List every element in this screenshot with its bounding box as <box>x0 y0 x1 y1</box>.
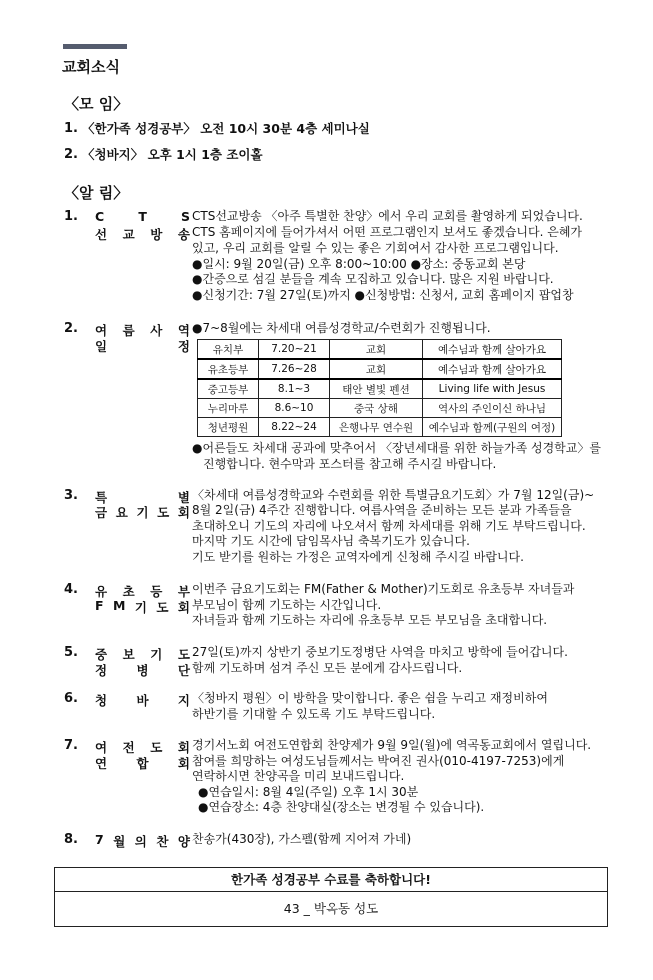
notice-1-label-line2: 선 교 방 송 <box>95 227 190 242</box>
notice-6-num: 6. <box>64 691 78 706</box>
table-cell: 8.22~24 <box>259 418 330 437</box>
congratulations-title: 한가족 성경공부 수료를 축하합니다! <box>55 868 607 892</box>
notice-3-line: 8월 2일(금) 4주간 진행합니다. 여름사역을 준비하는 모든 분과 가족들을 <box>192 503 572 517</box>
notice-8-label-line1: 7 월 의 찬 양 <box>95 832 190 849</box>
notice-1-label-line1: C T S <box>95 209 190 224</box>
table-cell: 누리마루 <box>198 399 259 418</box>
notice-2-after-line: ●어른들도 차세대 공과에 맞추어서 〈장년세대를 위한 하늘가족 성경학교〉를 <box>192 441 601 455</box>
notice-1-line: ●일시: 9월 20일(금) 오후 8:00~10:00 ●장소: 중동교회 본당 <box>192 257 526 271</box>
notice-7-label-line2: 연 합 회 <box>95 756 190 771</box>
schedule-table <box>197 339 562 437</box>
notice-3-num: 3. <box>64 488 78 503</box>
table-cell: Living life with Jesus <box>423 379 562 399</box>
notice-2-num: 2. <box>64 321 78 336</box>
notice-6-line: 하반기를 기대할 수 있도록 기도 부탁드립니다. <box>192 707 436 721</box>
notice-1-num: 1. <box>64 209 78 224</box>
notice-7-line: 경기서노회 여전도연합회 찬양제가 9월 9일(월)에 역곡동교회에서 열립니다. <box>192 738 592 752</box>
table-cell: 유초등부 <box>198 359 259 379</box>
notice-2-label-line2: 일 정 <box>95 339 190 354</box>
table-cell: 예수님과 함께 살아가요 <box>423 340 562 360</box>
table-cell: 교회 <box>330 340 423 360</box>
notice-4-line: 자녀들과 함께 기도하는 자리에 유초등부 모든 부모님을 초대합니다. <box>192 613 548 627</box>
page-title: 교회소식 <box>62 58 120 76</box>
table-cell: 예수님과 함께(구원의 여정) <box>423 418 562 437</box>
notice-3-label-line1: 특 별 <box>95 490 190 505</box>
notice-5-line: 함께 기도하며 섬겨 주신 모든 분에게 감사드립니다. <box>192 661 463 675</box>
notice-7-num: 7. <box>64 738 78 753</box>
notice-1-line: ●간증으로 섬길 분들을 계속 모집하고 있습니다. 많은 지원 바랍니다. <box>192 272 554 286</box>
notice-4-num: 4. <box>64 582 78 597</box>
notice-1-line: 있고, 우리 교회를 알릴 수 있는 좋은 기회여서 감사한 프로그램입니다. <box>192 241 559 255</box>
header-bar <box>63 44 127 49</box>
table-cell: 8.1~3 <box>259 379 330 399</box>
meeting-2-num: 2. <box>64 147 78 162</box>
notice-5-label-line1: 중 보 기 도 <box>95 647 190 662</box>
notice-7-label-line1: 여 전 도 회 <box>95 740 190 755</box>
notice-1-line: ●신청기간: 7월 27일(토)까지 ●신청방법: 신청서, 교회 홈페이지 팝업창 <box>192 288 574 302</box>
congratulations-box <box>54 867 608 927</box>
notice-1-line: CTS선교방송 〈아주 특별한 찬양〉에서 우리 교회를 촬영하게 되었습니다. <box>192 209 583 223</box>
notice-8-num: 8. <box>64 832 78 847</box>
notice-5-num: 5. <box>64 645 78 660</box>
table-cell: 은행나무 연수원 <box>330 418 423 437</box>
table-cell: 중고등부 <box>198 379 259 399</box>
notice-5-label-line2: 정 병 단 <box>95 663 190 678</box>
table-cell: 7.20~21 <box>259 340 330 360</box>
notice-2-after-line: 진행합니다. 현수막과 포스터를 참고해 주시길 바랍니다. <box>203 457 497 471</box>
notice-7-line: ●연습장소: 4층 찬양대실(장소는 변경될 수 있습니다). <box>198 800 485 814</box>
notice-2-label-line1: 여 름 사 역 <box>95 323 190 338</box>
notice-3-line: 초대하오니 기도의 자리에 나오셔서 함께 차세대를 위해 기도 부탁드립니다. <box>192 519 586 533</box>
notice-8-line: 찬송가(430장), 가스펠(함께 지어져 가네) <box>192 832 412 846</box>
table-row <box>198 340 562 360</box>
notice-4-label-line1: 유 초 등 부 <box>95 584 190 599</box>
notice-4-line: 이번주 금요기도회는 FM(Father & Mother)기도회로 유초등부 자녀들과 <box>192 582 575 596</box>
notice-4-line: 부모님이 함께 기도하는 시간입니다. <box>192 598 382 612</box>
congratulations-text: 43 _ 박옥동 성도 <box>283 901 379 916</box>
notice-7-line: 참여를 희망하는 여성도님들께서는 박여진 권사(010-4197-7253)에게 <box>192 754 565 768</box>
table-cell: 중국 상해 <box>330 399 423 418</box>
meeting-1-num: 1. <box>64 121 78 136</box>
notice-3-label-line2: 금 요 기 도 회 <box>95 505 190 520</box>
notice-5-line: 27일(토)까지 상반기 중보기도정병단 사역을 마치고 방학에 들어갑니다. <box>192 645 568 659</box>
table-cell: 8.6~10 <box>259 399 330 418</box>
table-cell: 역사의 주인이신 하나님 <box>423 399 562 418</box>
notice-3-line: 기도 받기를 원하는 가정은 교역자에게 신청해 주시길 바랍니다. <box>192 550 524 564</box>
notice-7-line: ●연습일시: 8월 4일(주일) 오후 1시 30분 <box>198 785 419 799</box>
notice-1-line: CTS 홈페이지에 들어가셔서 어떤 프로그램인지 보셔도 좋겠습니다. 은혜가 <box>192 225 583 239</box>
notice-6-line: 〈청바지 평원〉이 방학을 맞이합니다. 좋은 쉼을 누리고 재정비하여 <box>192 691 548 705</box>
table-cell: 7.26~28 <box>259 359 330 379</box>
notice-3-line: 〈차세대 여름성경학교와 수련회를 위한 특별금요기도회〉가 7월 12일(금)~ <box>192 488 595 502</box>
notices-heading: 〈알 림〉 <box>64 184 129 202</box>
notice-4-label-line2: F M 기 도 회 <box>95 598 190 615</box>
meeting-1-text: 〈한가족 성경공부〉 오전 10시 30분 4층 세미나실 <box>82 121 370 136</box>
table-cell: 태안 별빛 펜션 <box>330 379 423 399</box>
notice-7-line: 연락하시면 찬양곡을 미리 보내드립니다. <box>192 769 405 783</box>
table-row <box>198 379 562 399</box>
table-cell: 청년평원 <box>198 418 259 437</box>
notice-6-label-line1: 청 바 지 <box>95 693 190 708</box>
table-row <box>198 399 562 418</box>
meeting-2-text: 〈청바지〉 오후 1시 1층 조이홀 <box>82 147 263 162</box>
table-cell: 교회 <box>330 359 423 379</box>
table-row <box>198 359 562 379</box>
table-cell: 예수님과 함께 살아가요 <box>423 359 562 379</box>
meetings-heading: 〈모 임〉 <box>64 95 129 113</box>
table-cell: 유치부 <box>198 340 259 360</box>
table-row <box>198 418 562 437</box>
notice-3-line: 마지막 기도 시간에 담임목사님 축복기도가 있습니다. <box>192 534 470 548</box>
notice-2-intro: ●7~8월에는 차세대 여름성경학교/수련회가 진행됩니다. <box>192 321 491 335</box>
